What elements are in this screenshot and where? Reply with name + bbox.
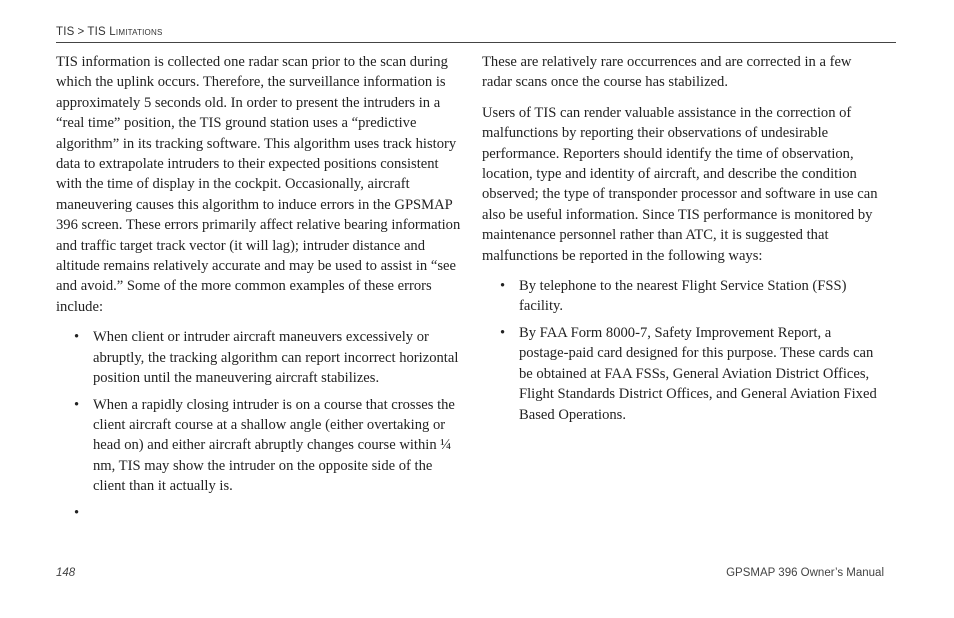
manual-title: GPSMAP 396 Owner’s Manual [726,567,884,579]
list-item-text: By FAA Form 8000-7, Safety Improvement Report, a postage-paid card designed for this purpose. These cards can be obtained at FAA FSSs, General Aviation District Offices, Flight Standards District Offices, and General Aviation Fixed Based Operations. [519,324,877,423]
bullet-icon: • [500,324,506,341]
header-rule [56,42,896,43]
right-bullet-list [482,276,882,425]
list-item-text [93,505,97,521]
list-item [56,327,464,388]
bullet-icon: • [500,278,506,295]
bullet-icon: • [74,504,80,521]
header-section: TIS [56,26,75,38]
list-item-text: When a rapidly closing intruder is on a course that crosses the client aircraft course at a shallow angle (either overtaking or head on) and either aircraft abruptly changes course within ¼ nm, TIS may show the intruder on the opposite side of the client than it actually is. [93,396,455,495]
list-item-text: By telephone to the nearest Flight Service Station (FSS) facility. [519,278,847,315]
bullet-icon: • [74,396,80,413]
header-separator: > [77,26,85,38]
running-header [56,26,896,38]
list-item [482,276,882,317]
list-item-text: When client or intruder aircraft maneuvers excessively or abruptly, the tracking algorithm can report incorrect horizontal position until the maneuvering aircraft stabilizes. [93,329,459,387]
bullet-icon: • [74,329,80,346]
right-paragraph-1: These are relatively rare occurrences and are corrected in a few radar scans once the course has stabilized. [482,54,852,91]
list-item [56,503,464,523]
left-bullet-list [56,327,464,523]
right-paragraph-2: Users of TIS can render valuable assistance in the correction of malfunctions by reporting their observations of undesirable performance. Reporters should identify the time of observation, location, type and identity of aircraft, and describe the condition observed; the type of transponder processor and software in use can also be useful information. Since TIS performance is monitored by maintenance personnel rather than ATC, it is suggested that malfunctions be reported in the following ways: [482,104,878,264]
left-column [56,52,464,529]
header-subsection: TIS Limitations [87,26,163,38]
list-item [56,395,464,497]
right-column [482,52,882,431]
page-number: 148 [56,567,76,579]
list-item [482,323,882,425]
left-paragraph: TIS information is collected one radar scan prior to the scan during which the uplink occurs. Therefore, the surveillance information is approximately 5 seconds old. In order to present the intruders in a “real time” position, the TIS ground station uses a “predictive algorithm” in its tracking software. This algorithm uses track history data to extrapolate intruders to their expected positions consistent with the time of display in the cockpit. Occasionally, aircraft maneuvering causes this algorithm to induce errors in the GPSMAP 396 screen. These errors primarily affect relative bearing information and traffic target track vector (it will lag); intruder distance and altitude remains relatively accurate and may be used to assist in “see and avoid.” Some of the more common examples of these errors include: [56,54,461,315]
